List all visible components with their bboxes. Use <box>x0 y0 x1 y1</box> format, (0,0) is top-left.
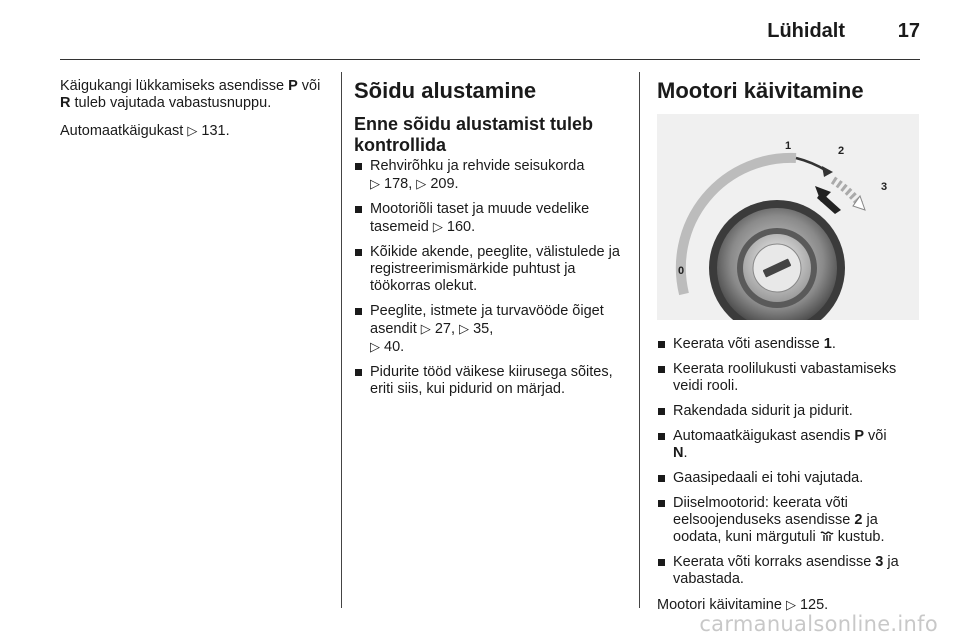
reference-arrow-icon: ▷ <box>416 176 427 191</box>
column-left <box>60 78 330 150</box>
column-divider-2 <box>639 72 640 608</box>
reference-arrow-icon: ▷ <box>459 321 470 336</box>
automatic-ref-paragraph: Automaatkäigukast ▷ 131. <box>60 123 230 139</box>
page-number: 17 <box>897 20 920 42</box>
position-arc-start <box>833 180 860 204</box>
page-ref-link[interactable]: 178, <box>384 176 413 192</box>
list-item: Keerata võti asendisse 1. <box>657 336 927 353</box>
list-item: Kõikide akende, peeglite, välistulede ja registreerimismärkide puhtust ja töökorras olekut. <box>354 244 624 295</box>
watermark: carmanualsonline.info <box>699 612 938 636</box>
list-item: Automaatkäigukast asendis P või N. <box>657 428 927 462</box>
reference-arrow-icon: ▷ <box>432 219 443 234</box>
section-heading: Mootori käivitamine <box>657 78 864 103</box>
list-item: Rehvirõhku ja rehvide seisukorda ▷ 178, ▷ 209. <box>354 158 624 193</box>
list-item: Peeglite, istmete ja turvavööde õiget asendit ▷ 27, ▷ 35, ▷ 40. <box>354 303 624 356</box>
list-item: Rakendada sidurit ja pidurit. <box>657 403 927 420</box>
reference-arrow-icon: ▷ <box>420 321 431 336</box>
ignition-switch-svg <box>657 114 919 320</box>
engine-start-ref: Mootori käivitamine ▷ 125. <box>657 597 829 613</box>
page-header <box>0 0 960 60</box>
start-arrowhead <box>853 196 865 210</box>
section-heading: Sõidu alustamine <box>354 78 537 103</box>
list-item: Diiselmootorid: keerata võti eelsoojenduseks asendisse 2 ja oodata, kuni märgutuli kustub. <box>657 495 927 546</box>
header-title: Lühidalt <box>767 20 845 42</box>
shift-paragraph: Käigukangi lükkamiseks asendisse P või R tuleb vajutada vabastusnuppu. <box>60 78 321 111</box>
reference-arrow-icon: ▷ <box>187 123 198 138</box>
page-ref-link[interactable]: 125. <box>799 597 829 613</box>
column-divider-1 <box>341 72 342 608</box>
glow-plug-icon <box>820 529 834 542</box>
page-ref-link[interactable]: 35, <box>473 321 494 337</box>
page-ref-link[interactable]: 160. <box>446 219 476 235</box>
list-item: Pidurite tööd väikese kiirusega sõites, eriti siis, kui pidurid on märjad. <box>354 364 624 398</box>
position-label: 2 <box>838 145 845 157</box>
page-ref-link[interactable]: 27, <box>434 321 455 337</box>
reference-arrow-icon: ▷ <box>370 176 380 191</box>
column-middle <box>354 78 624 406</box>
position-label: 3 <box>881 181 888 193</box>
position-label: 0 <box>678 265 685 277</box>
position-arc-active <box>796 158 827 171</box>
page-ref-link[interactable]: 131. <box>201 123 230 139</box>
page-ref-link[interactable]: 209. <box>430 176 459 192</box>
column-right <box>657 78 927 624</box>
list-item: Keerata võti korraks asendisse 3 ja vabastada. <box>657 554 927 588</box>
page-ref-link[interactable]: 40. <box>384 339 405 355</box>
ignition-diagram <box>657 114 919 320</box>
arc-arrowhead <box>822 166 833 177</box>
position-label: 1 <box>785 140 792 152</box>
list-item: Mootoriõli taset ja muude vedelike tasemeid ▷ 160. <box>354 201 624 236</box>
subsection-heading: Enne sõidu alustamist tuleb kontrollida <box>354 114 594 155</box>
reference-arrow-icon: ▷ <box>370 339 380 354</box>
list-item: Keerata roolilukusti vabastamiseks veidi rooli. <box>657 361 927 395</box>
header-rule <box>60 59 920 60</box>
reference-arrow-icon: ▷ <box>785 597 796 612</box>
list-item: Gaasipedaali ei tohi vajutada. <box>657 470 927 487</box>
